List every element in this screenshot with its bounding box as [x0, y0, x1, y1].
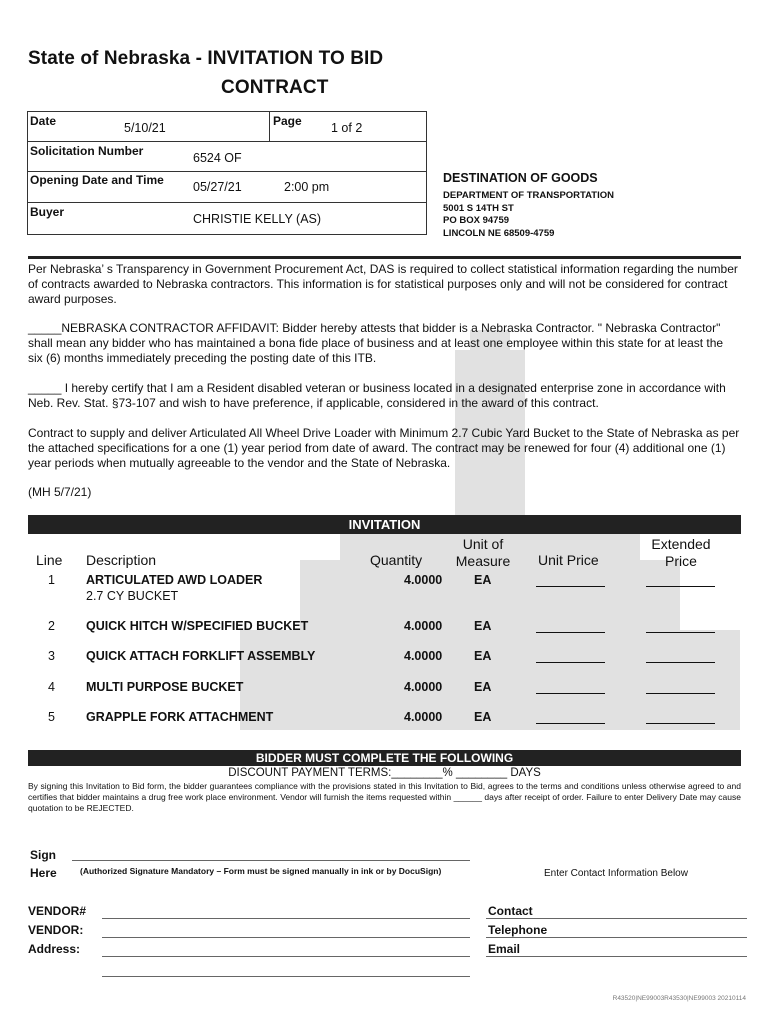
extended-price-field[interactable]	[646, 586, 715, 587]
invitation-bar: INVITATION	[28, 515, 741, 534]
extended-price-field[interactable]	[646, 662, 715, 663]
solicitation-label: Solicitation Number	[30, 144, 144, 158]
buyer-label: Buyer	[30, 205, 65, 219]
email-field[interactable]	[486, 956, 747, 957]
destination-of-goods	[443, 171, 743, 240]
item-line: 3	[48, 649, 55, 663]
contact-field[interactable]	[486, 918, 747, 919]
veteran-paragraph: _____ I hereby certify that I am a Resident disabled veteran or business located in a designated enterprise zone in accordance with Neb. Rev. Stat. §73-107 and wish to have preference, if applicable, considered in the award of this contract.	[28, 381, 726, 410]
destination-line: PO BOX 94759	[443, 215, 510, 226]
email-label: Email	[488, 942, 521, 956]
opening-row	[28, 171, 426, 203]
vendor-field[interactable]	[102, 937, 470, 938]
transparency-paragraph: Per Nebraska’ s Transparency in Government Procurement Act, DAS is required to collect statistical information regarding the number of contracts awarded to Nebraska contractors. This information is for statistical purposes only and will not be considered for contract award purposes.	[28, 262, 738, 306]
item-line: 5	[48, 710, 55, 724]
col-quantity: Quantity	[370, 552, 423, 568]
date-label: Date	[30, 114, 57, 128]
contact-label: Contact	[488, 904, 533, 918]
solicitation-row	[28, 141, 426, 172]
item-uom: EA	[474, 680, 492, 694]
item-description: QUICK ATTACH FORKLIFT ASSEMBLY	[86, 649, 316, 663]
telephone-field[interactable]	[486, 937, 747, 938]
address-field-2[interactable]	[102, 976, 470, 977]
bidder-bar: BIDDER MUST COMPLETE THE FOLLOWING	[28, 750, 741, 766]
vendor-number-field[interactable]	[102, 918, 470, 919]
item-quantity: 4.0000	[404, 649, 443, 663]
item-description: QUICK HITCH W/SPECIFIED BUCKET	[86, 619, 309, 633]
extended-price-field[interactable]	[646, 632, 715, 633]
buyer-row	[28, 202, 426, 234]
unit-price-field[interactable]	[536, 632, 605, 633]
col-description: Description	[86, 552, 157, 568]
extended-price-field[interactable]	[646, 693, 715, 694]
destination-line: DEPARTMENT OF TRANSPORTATION	[443, 190, 614, 201]
footer-code: R43520|NE99003R43530|NE99003 20210114	[612, 995, 746, 1002]
unit-price-field[interactable]	[536, 693, 605, 694]
address-field-1[interactable]	[102, 956, 470, 957]
terms-text: By signing this Invitation to Bid form, the bidder guarantees compliance with the provisions stated in this Invitation to Bid, agrees to the terms and conditions unless otherwise agreed to and certifies that bidder maintains a drug free work place environment. Vendor will furnish the items requested within ______ days after receipt of order. Failure to enter Delivery Date may cause quotation to be REJECTED.	[28, 781, 741, 813]
buyer-value: CHRISTIE KELLY (AS)	[193, 212, 322, 226]
unit-price-field[interactable]	[536, 586, 605, 587]
vendor-number-label: VENDOR#	[28, 904, 87, 918]
contact-info-note: Enter Contact Information Below	[544, 868, 688, 879]
col-unit-price: Unit Price	[538, 552, 599, 568]
header-info-box	[27, 111, 427, 235]
item-description: ARTICULATED AWD LOADER	[86, 573, 263, 587]
col-extended-price: Extended Price	[651, 536, 711, 569]
col-line: Line	[36, 552, 63, 568]
destination-line: 5001 S 14TH ST	[443, 202, 514, 214]
address-label: Address:	[28, 942, 81, 956]
telephone-label: Telephone	[488, 923, 548, 937]
page-title: State of Nebraska - INVITATION TO BID	[28, 48, 384, 69]
unit-price-field[interactable]	[536, 723, 605, 724]
page-label: Page	[273, 114, 302, 128]
item-line: 1	[48, 573, 55, 587]
page-subtitle: CONTRACT	[221, 77, 329, 98]
destination-line: LINCOLN NE 68509-4759	[443, 227, 555, 239]
unit-price-field[interactable]	[536, 662, 605, 663]
item-quantity: 4.0000	[404, 619, 443, 633]
date-row	[28, 112, 426, 142]
mh-note: (MH 5/7/21)	[28, 485, 92, 499]
destination-title: DESTINATION OF GOODS	[443, 171, 598, 185]
affidavit-paragraph: _____NEBRASKA CONTRACTOR AFFIDAVIT: Bidder hereby attests that bidder is a Nebraska Contractor. " Nebraska Contractor" shall mean any bidder who has maintained a bona fide place of business and at least one employee within this state for at least the six (6) months immediately preceding the posting date of this ITB.	[28, 321, 724, 365]
extended-price-field[interactable]	[646, 723, 715, 724]
date-value: 5/10/21	[124, 121, 166, 135]
page-value: 1 of 2	[331, 121, 363, 135]
item-quantity: 4.0000	[404, 680, 443, 694]
item-quantity: 4.0000	[404, 573, 443, 587]
here-label: Here	[30, 866, 57, 880]
item-uom: EA	[474, 619, 492, 633]
contract-paragraph: Contract to supply and deliver Articulated All Wheel Drive Loader with Minimum 2.7 Cubic Yard Bucket to the State of Nebraska as per the attached specifications for a one (1) year period from date of award. The contract may be renewed for four (4) additional one (1) year periods when mutually agreeable to the vendor and the State of Nebraska.	[28, 426, 740, 470]
opening-label: Opening Date and Time	[30, 173, 164, 187]
item-quantity: 4.0000	[404, 710, 443, 724]
item-line: 4	[48, 680, 55, 694]
item-description: MULTI PURPOSE BUCKET	[86, 680, 244, 694]
signature-note: (Authorized Signature Mandatory – Form must be signed manually in ink or by DocuSign)	[80, 866, 442, 876]
header-divider	[28, 256, 741, 259]
item-uom: EA	[474, 649, 492, 663]
opening-time: 2:00 pm	[284, 180, 330, 194]
item-subdescription: 2.7 CY BUCKET	[86, 589, 179, 603]
signature-line[interactable]	[72, 860, 470, 861]
solicitation-value: 6524 OF	[193, 151, 242, 165]
discount-terms: DISCOUNT PAYMENT TERMS:________% ________ DAYS	[228, 767, 541, 779]
item-uom: EA	[474, 710, 492, 724]
opening-date: 05/27/21	[193, 180, 242, 194]
col-unit-of-measure: Unit of Measure	[455, 536, 511, 569]
sign-label: Sign	[30, 848, 56, 862]
vendor-label: VENDOR:	[28, 923, 84, 937]
item-uom: EA	[474, 573, 492, 587]
item-description: GRAPPLE FORK ATTACHMENT	[86, 710, 274, 724]
item-line: 2	[48, 619, 55, 633]
